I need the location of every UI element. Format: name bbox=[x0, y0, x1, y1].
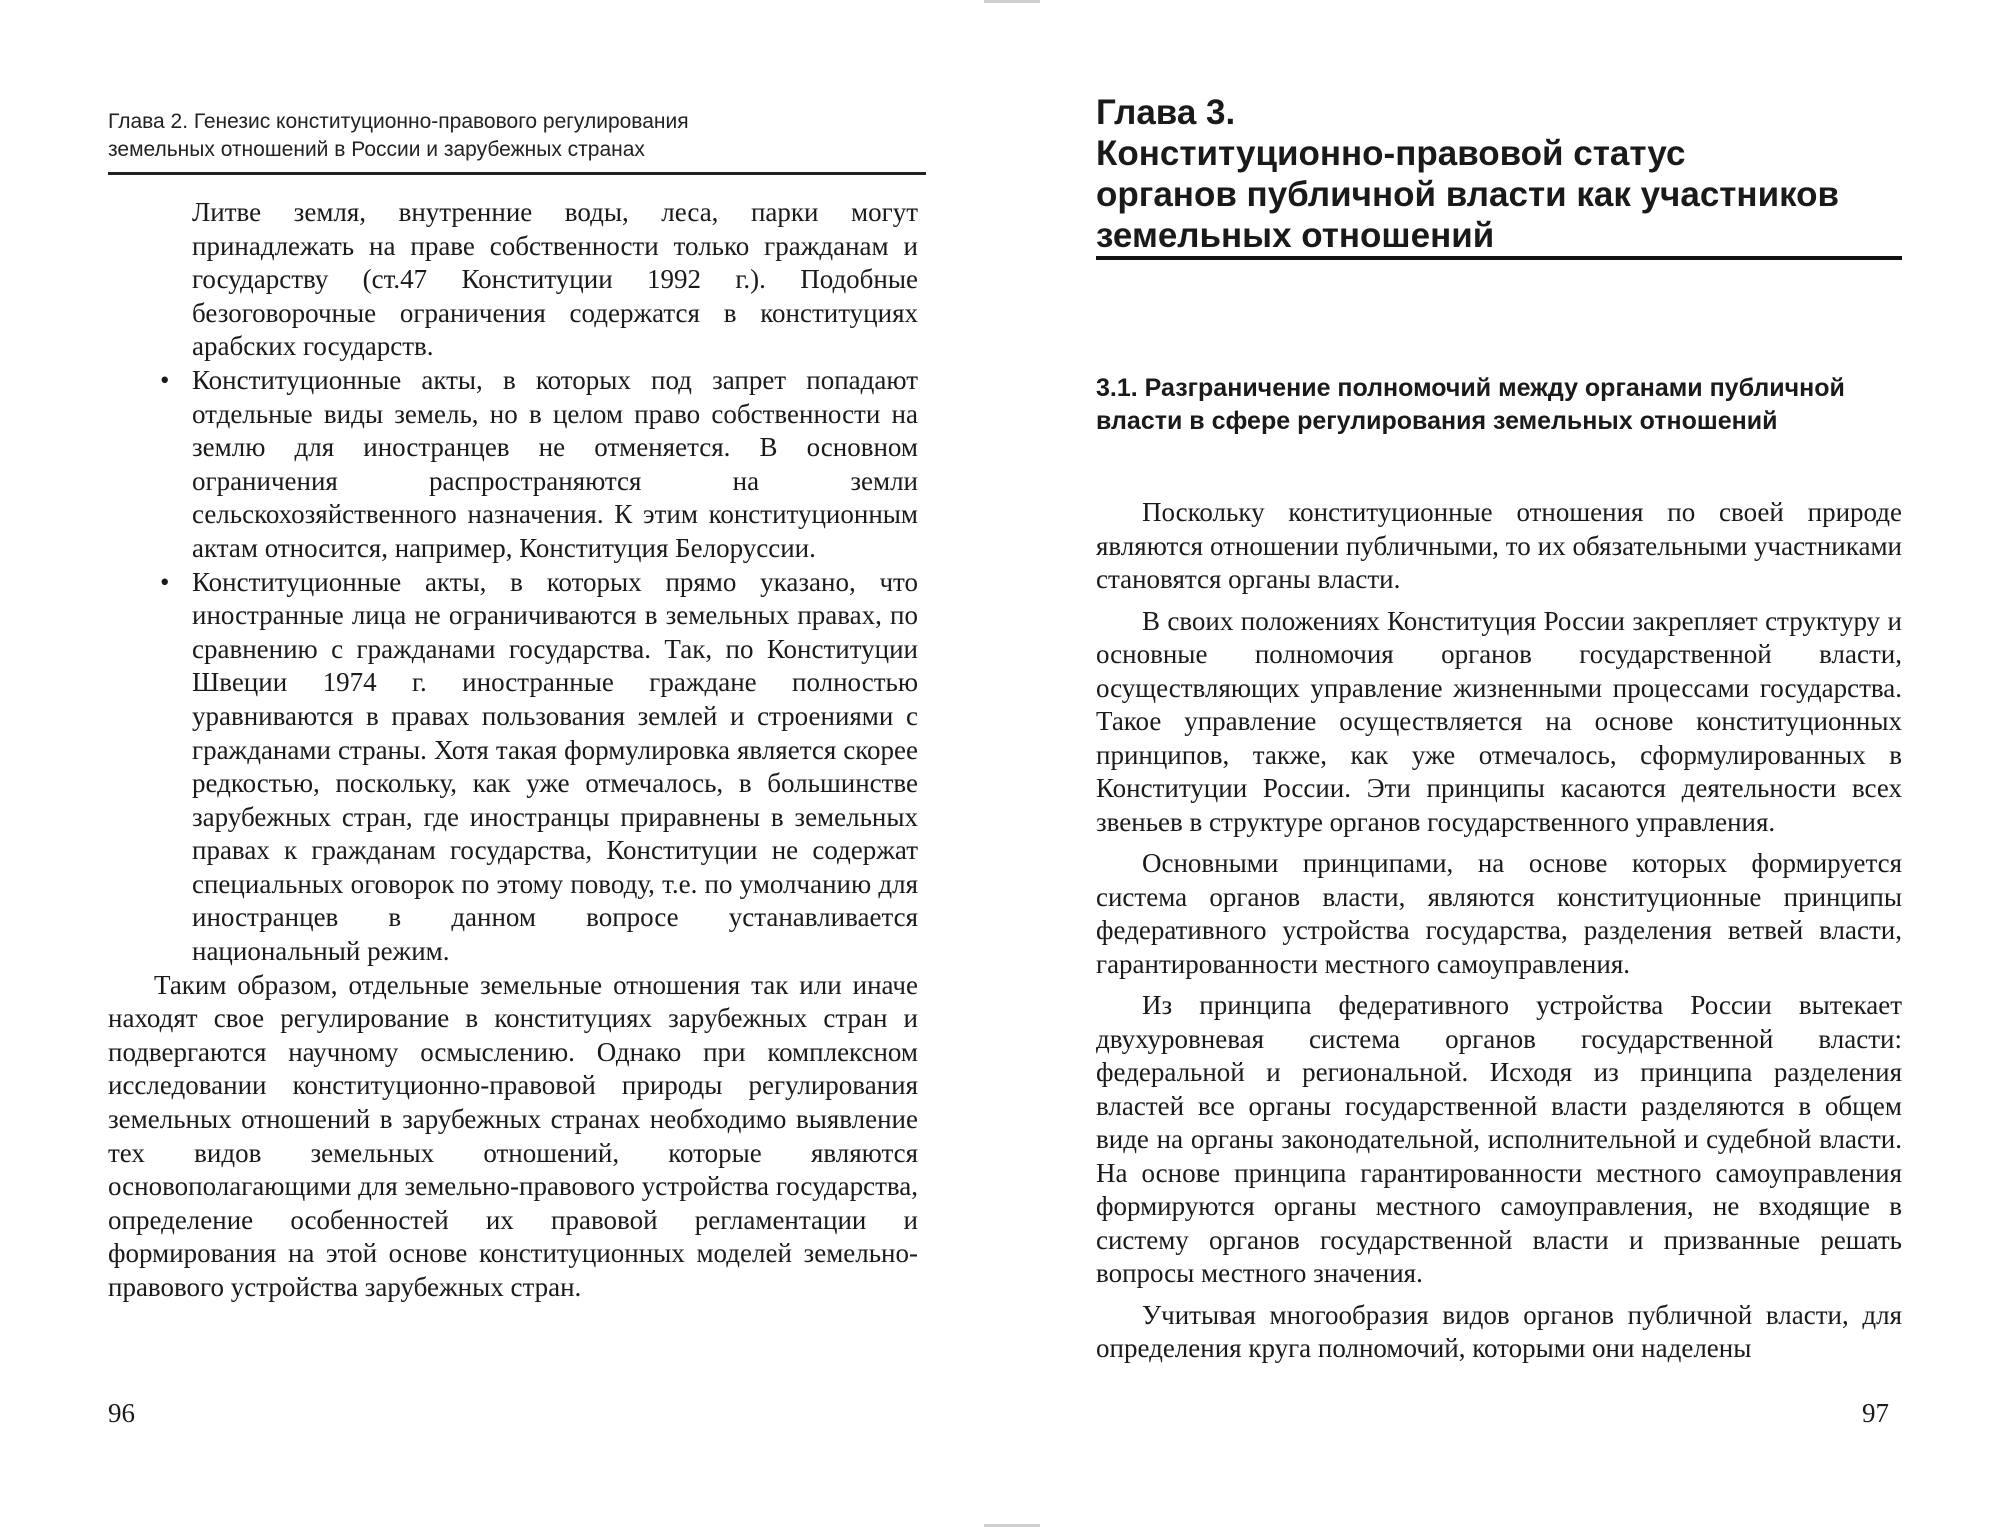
right-page bbox=[1000, 0, 2000, 1527]
chapter-heading-rule bbox=[1096, 256, 1902, 260]
chapter-heading-line-2: Конституционно-правовой статус bbox=[1096, 134, 1686, 173]
right-page-body bbox=[1096, 496, 1902, 1374]
page-number-left: 96 bbox=[108, 1398, 135, 1428]
bullet-text: Конституционные акты, в которых прямо указано, что иностранные лица не ограничиваются в земельных правах, по сравнению с гражданами государства. Так, по Конституции Швеции 1974 г. иностранные граждане полностью уравниваются в правах пользования землей и строениями с гражданами страны. Хотя такая формулировка является скорее редкостью, поскольку, как уже отмечалось, в большинстве зарубежных стран, где иностранцы приравнены в земельных правах к гражданам государства, Конституции не содержат специальных оговорок по этому поводу, т.е. по умолчанию для иностранцев в данном вопросе устанавливается национальный режим. bbox=[192, 566, 918, 967]
bullet-marker: • bbox=[160, 566, 170, 597]
body-paragraph: В своих положениях Конституция России закрепляет структуру и основные полномочия органов государственной власти, осуществляющих управление жизненными процессами государства. Такое управление осуществляется на основе конституционных принципов, также, как уже отмечалось, сформулированных в Конституции России. Эти принципы касаются деятельности всех звеньев в структуре органов государственного управления. bbox=[1096, 605, 1902, 837]
running-head-line-1: Глава 2. Генезис конституционно-правового регулирования bbox=[108, 110, 689, 133]
closing-paragraph: Таким образом, отдельные земельные отношения так или иначе находят свое регулирование в конституциях зарубежных стран и подвергаются научному осмыслению. Однако при комплексном исследовании конституционно-правовой природы регулирования земельных отношений в зарубежных странах необходимо выявление тех видов земельных отношений, которые являются основополагающими для земельно-правового устройства государства, определение особенностей их правовой регламентации и формирования на этой основе конституционных моделей земельно-правового устройства зарубежных стран. bbox=[108, 969, 918, 1302]
left-page-body bbox=[108, 196, 918, 1305]
bullet-item bbox=[108, 364, 918, 566]
body-paragraph: Из принципа федеративного устройства России вытекает двухуровневая система органов государственной власти: федеральной и региональной. Исходя из принципа разделения властей все органы государственной власти разделяются в общем виде на органы законодательной, исполнительной и судебной власти. На основе принципа гарантированности местного самоуправления формируются органы местного самоуправления, не входящие в систему органов государственной власти и призванные решать вопросы местного значения. bbox=[1096, 990, 1902, 1288]
chapter-heading-line-1: Глава 3. bbox=[1096, 93, 1236, 132]
chapter-heading-line-3: органов публичной власти как участников bbox=[1096, 175, 1840, 214]
bullet-item bbox=[108, 566, 918, 969]
continued-paragraph: Литве земля, внутренние воды, леса, парки могут принадлежать на праве собственности только гражданам и государству (ст.47 Конституции 1992 г.). Подобные безоговорочные ограничения содержатся в конституциях арабских государств. bbox=[192, 197, 918, 362]
section-heading: 3.1. Разграничение полномочий между органами публичной власти в сфере регулирования земельных отношений bbox=[1096, 374, 1845, 435]
running-head bbox=[108, 108, 928, 164]
body-paragraph: Поскольку конституционные отношения по своей природе являются отношении публичными, то их обязательными участниками становятся органы власти. bbox=[1096, 497, 1902, 594]
page-number-right: 97 bbox=[1862, 1398, 1889, 1428]
chapter-heading bbox=[1096, 92, 1946, 256]
bullet-text: Конституционные акты, в которых под запрет попадают отдельные виды земель, но в целом право собственности на землю для иностранцев не отменяется. В основном ограничения распространяются на земли сельскохозяйственного назначения. К этим конституционным актам относится, например, Конституция Белоруссии. bbox=[192, 364, 918, 563]
bullet-marker: • bbox=[160, 364, 170, 395]
body-paragraph: Учитывая многообразия видов органов публичной власти, для определения круга полномочий, которыми они наделены bbox=[1096, 1299, 1902, 1363]
running-head-rule bbox=[108, 172, 926, 175]
running-head-line-2: земельных отношений в России и зарубежных странах bbox=[108, 138, 645, 161]
body-paragraph: Основными принципами, на основе которых формируется система органов власти, являются конституционные принципы федеративного устройства государства, разделения ветвей власти, гарантированности местного самоуправления. bbox=[1096, 848, 1902, 979]
chapter-heading-line-4: земельных отношений bbox=[1096, 216, 1495, 255]
